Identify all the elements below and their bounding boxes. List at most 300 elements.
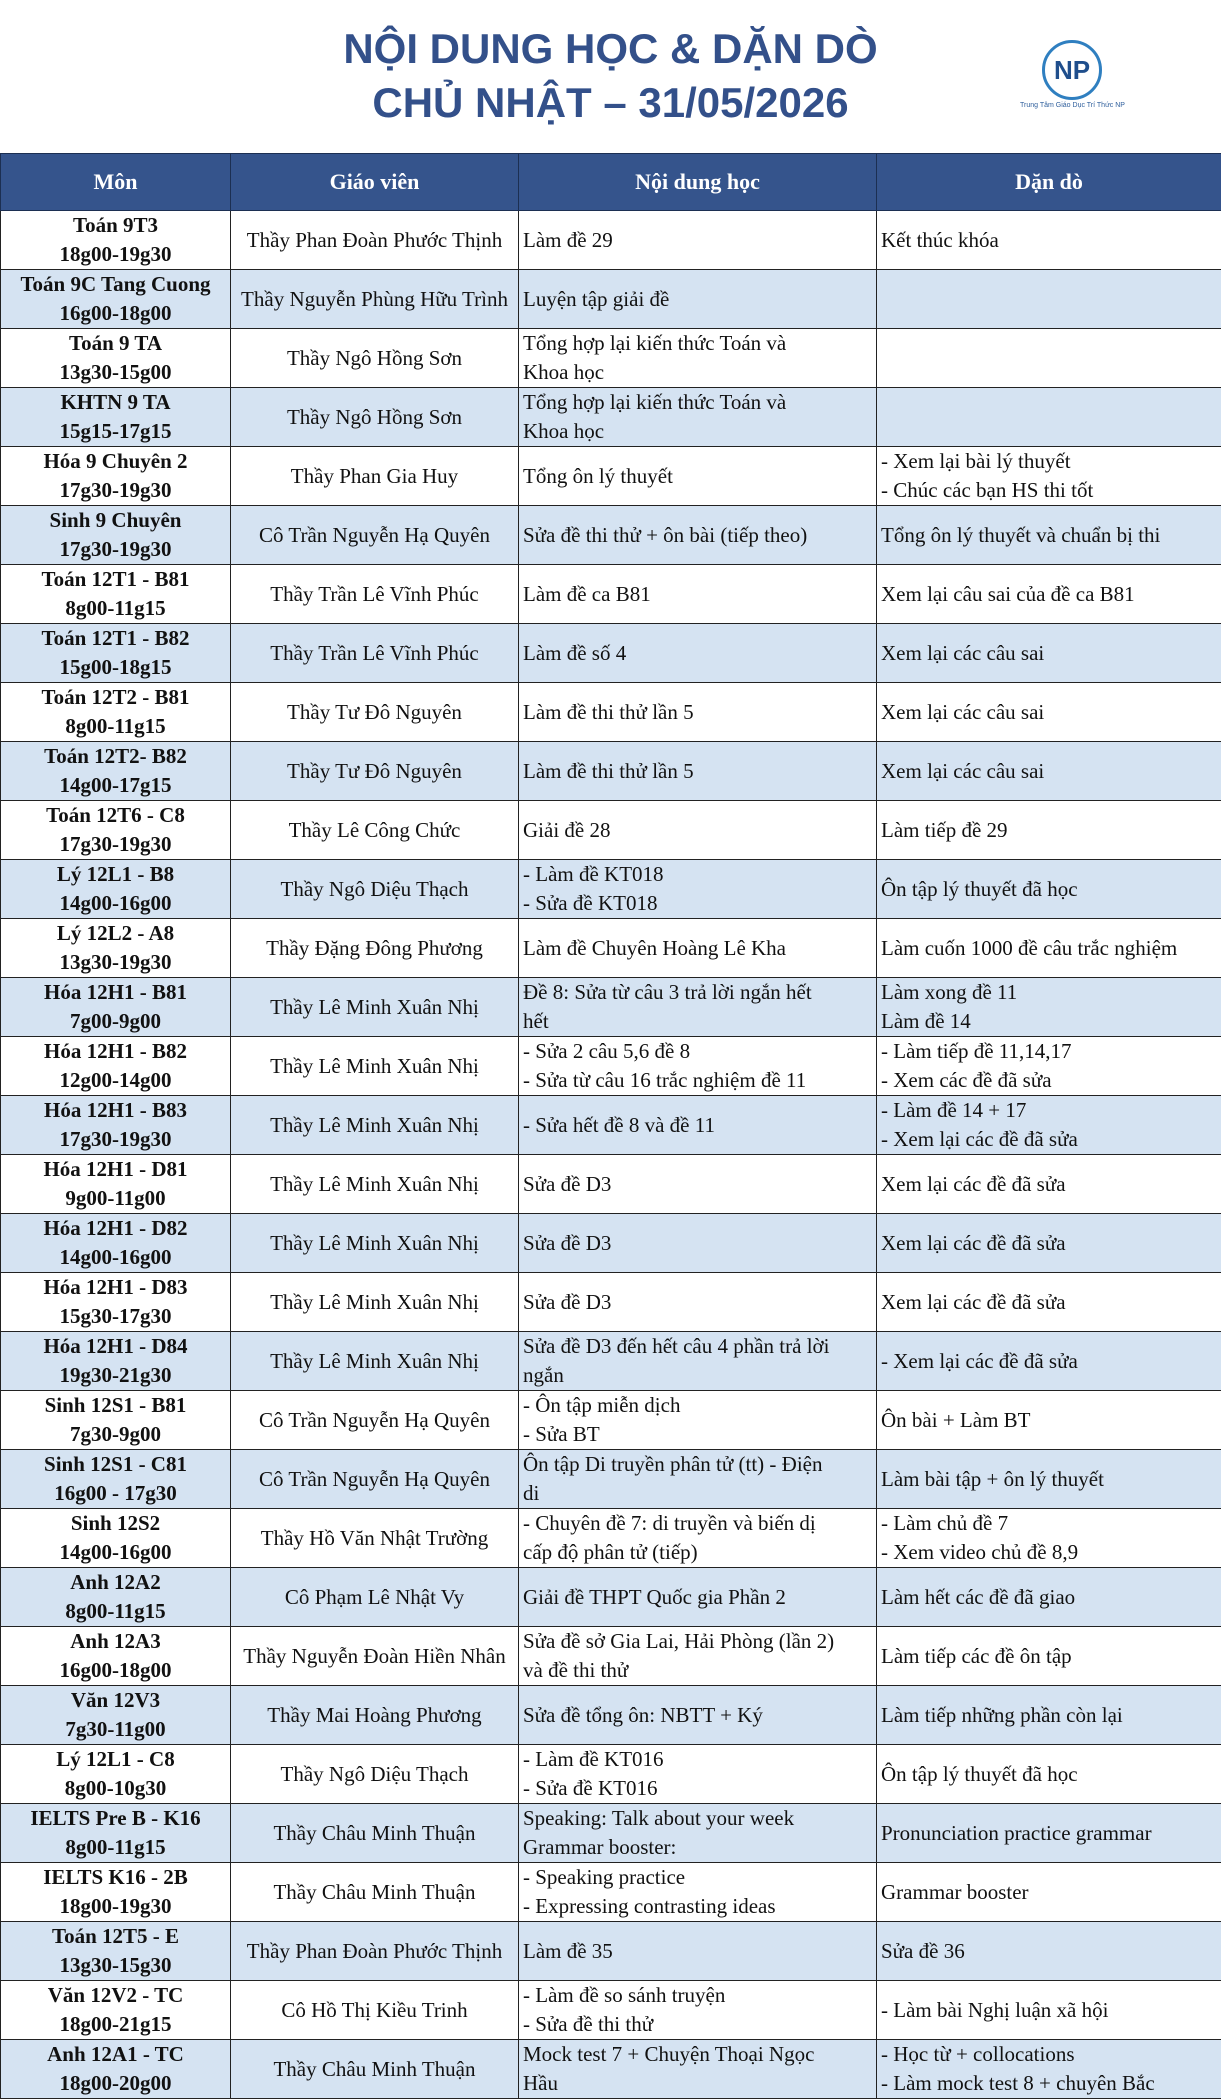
cell-teacher bbox=[231, 1096, 519, 1155]
cell-subject-line: 14g00-16g00 bbox=[1, 889, 230, 918]
cell-subject bbox=[1, 2040, 231, 2099]
cell-teacher-line: Cô Hồ Thị Kiều Trinh bbox=[235, 1996, 514, 2025]
cell-content-line: Làm đề ca B81 bbox=[523, 580, 872, 609]
cell-subject-line: Toán 12T2- B82 bbox=[1, 742, 230, 771]
table-row bbox=[1, 1509, 1221, 1568]
cell-content bbox=[519, 978, 877, 1037]
cell-subject-line: Sinh 12S1 - C81 bbox=[1, 1450, 230, 1479]
cell-teacher-line: Thầy Phan Gia Huy bbox=[235, 462, 514, 491]
cell-homework-line: - Làm mock test 8 + chuyên Bắc bbox=[881, 2069, 1217, 2098]
cell-subject-line: 7g30-11g00 bbox=[1, 1715, 230, 1744]
table-row bbox=[1, 447, 1221, 506]
cell-teacher-line: Thầy Tư Đô Nguyên bbox=[235, 698, 514, 727]
cell-subject-line: 16g00-18g00 bbox=[1, 299, 230, 328]
cell-teacher bbox=[231, 388, 519, 447]
cell-teacher bbox=[231, 1450, 519, 1509]
cell-subject bbox=[1, 1804, 231, 1863]
cell-content bbox=[519, 388, 877, 447]
cell-teacher-line: Thầy Lê Minh Xuân Nhị bbox=[235, 1111, 514, 1140]
cell-homework-line: Xem lại các đề đã sửa bbox=[881, 1170, 1217, 1199]
cell-homework bbox=[877, 624, 1221, 683]
cell-teacher-line: Thầy Lê Minh Xuân Nhị bbox=[235, 1052, 514, 1081]
cell-subject-line: 17g30-19g30 bbox=[1, 476, 230, 505]
cell-teacher bbox=[231, 624, 519, 683]
cell-subject-line: 13g30-15g30 bbox=[1, 1951, 230, 1980]
cell-teacher bbox=[231, 1509, 519, 1568]
cell-subject-line: Sinh 12S1 - B81 bbox=[1, 1391, 230, 1420]
cell-content bbox=[519, 683, 877, 742]
cell-teacher-line: Thầy Phan Đoàn Phước Thịnh bbox=[235, 1937, 514, 1966]
cell-content bbox=[519, 919, 877, 978]
cell-homework bbox=[877, 2040, 1221, 2099]
cell-subject-line: Văn 12V2 - TC bbox=[1, 1981, 230, 2010]
cell-teacher bbox=[231, 1863, 519, 1922]
cell-homework bbox=[877, 1568, 1221, 1627]
cell-content bbox=[519, 270, 877, 329]
cell-homework bbox=[877, 1745, 1221, 1804]
cell-teacher-line: Thầy Trần Lê Vĩnh Phúc bbox=[235, 580, 514, 609]
cell-subject-line: Anh 12A3 bbox=[1, 1627, 230, 1656]
cell-homework-line: Xem lại các đề đã sửa bbox=[881, 1288, 1217, 1317]
cell-subject-line: Lý 12L2 - A8 bbox=[1, 919, 230, 948]
table-body bbox=[1, 211, 1221, 2099]
cell-teacher bbox=[231, 211, 519, 270]
cell-teacher-line: Thầy Mai Hoàng Phương bbox=[235, 1701, 514, 1730]
cell-homework-line: Xem lại các câu sai bbox=[881, 698, 1217, 727]
cell-content-line: Tổng ôn lý thuyết bbox=[523, 462, 872, 491]
cell-content-line: Grammar booster: bbox=[523, 1833, 872, 1862]
cell-homework bbox=[877, 211, 1221, 270]
cell-subject bbox=[1, 1096, 231, 1155]
cell-subject-line: 14g00-16g00 bbox=[1, 1243, 230, 1272]
cell-teacher bbox=[231, 919, 519, 978]
cell-homework-line: Làm tiếp những phần còn lại bbox=[881, 1701, 1217, 1730]
cell-subject-line: Hóa 12H1 - B83 bbox=[1, 1096, 230, 1125]
cell-subject-line: Hóa 12H1 - D82 bbox=[1, 1214, 230, 1243]
table-row bbox=[1, 1863, 1221, 1922]
cell-teacher bbox=[231, 1273, 519, 1332]
cell-subject-line: Toán 12T5 - E bbox=[1, 1922, 230, 1951]
cell-subject bbox=[1, 1981, 231, 2040]
cell-teacher-line: Thầy Nguyễn Đoàn Hiền Nhân bbox=[235, 1642, 514, 1671]
cell-teacher bbox=[231, 2040, 519, 2099]
cell-content bbox=[519, 1922, 877, 1981]
cell-homework bbox=[877, 1922, 1221, 1981]
cell-content bbox=[519, 1627, 877, 1686]
cell-homework-line: Xem lại các câu sai bbox=[881, 757, 1217, 786]
cell-subject-line: 19g30-21g30 bbox=[1, 1361, 230, 1390]
cell-teacher-line: Thầy Châu Minh Thuận bbox=[235, 2055, 514, 2084]
cell-content-line: Sửa đề D3 đến hết câu 4 phần trả lời bbox=[523, 1332, 872, 1361]
cell-content-line: Sửa đề tổng ôn: NBTT + Ký bbox=[523, 1701, 872, 1730]
table-row bbox=[1, 565, 1221, 624]
cell-content-line: Làm đề thi thử lần 5 bbox=[523, 698, 872, 727]
cell-content bbox=[519, 1391, 877, 1450]
cell-homework-line: - Xem các đề đã sửa bbox=[881, 1066, 1217, 1095]
cell-subject bbox=[1, 860, 231, 919]
cell-content-line: Làm đề 29 bbox=[523, 226, 872, 255]
cell-teacher-line: Thầy Châu Minh Thuận bbox=[235, 1819, 514, 1848]
cell-content-line: Tổng hợp lại kiến thức Toán và bbox=[523, 388, 872, 417]
cell-subject-line: Hóa 12H1 - D83 bbox=[1, 1273, 230, 1302]
cell-homework bbox=[877, 1509, 1221, 1568]
table-row bbox=[1, 624, 1221, 683]
cell-subject-line: 15g15-17g15 bbox=[1, 417, 230, 446]
table-row bbox=[1, 1745, 1221, 1804]
cell-subject bbox=[1, 565, 231, 624]
cell-teacher bbox=[231, 1214, 519, 1273]
cell-teacher bbox=[231, 1981, 519, 2040]
cell-content bbox=[519, 1981, 877, 2040]
cell-subject-line: Anh 12A1 - TC bbox=[1, 2040, 230, 2069]
cell-homework-line: Làm tiếp đề 29 bbox=[881, 816, 1217, 845]
cell-subject-line: 18g00-19g30 bbox=[1, 240, 230, 269]
cell-subject bbox=[1, 1627, 231, 1686]
cell-subject-line: KHTN 9 TA bbox=[1, 388, 230, 417]
cell-subject-line: Hóa 9 Chuyên 2 bbox=[1, 447, 230, 476]
cell-content-line: - Sửa từ câu 16 trắc nghiệm đề 11 bbox=[523, 1066, 872, 1095]
cell-subject bbox=[1, 1273, 231, 1332]
cell-content bbox=[519, 1155, 877, 1214]
cell-homework-line: - Xem lại các đề đã sửa bbox=[881, 1125, 1217, 1154]
cell-content-line: cấp độ phân tử (tiếp) bbox=[523, 1538, 872, 1567]
cell-teacher bbox=[231, 329, 519, 388]
column-header-content: Nội dung học bbox=[519, 154, 877, 211]
cell-subject bbox=[1, 1745, 231, 1804]
table-row bbox=[1, 1981, 1221, 2040]
cell-subject bbox=[1, 506, 231, 565]
table-row bbox=[1, 388, 1221, 447]
cell-subject-line: 18g00-20g00 bbox=[1, 2069, 230, 2098]
cell-teacher-line: Thầy Lê Minh Xuân Nhị bbox=[235, 1229, 514, 1258]
cell-homework-line: Làm đề 14 bbox=[881, 1007, 1217, 1036]
cell-homework bbox=[877, 860, 1221, 919]
cell-subject-line: Anh 12A2 bbox=[1, 1568, 230, 1597]
cell-content-line: Sửa đề D3 bbox=[523, 1170, 872, 1199]
cell-homework-line: Ôn bài + Làm BT bbox=[881, 1406, 1217, 1435]
cell-subject bbox=[1, 211, 231, 270]
cell-content-line: Khoa học bbox=[523, 417, 872, 446]
cell-content bbox=[519, 860, 877, 919]
cell-subject bbox=[1, 388, 231, 447]
cell-subject-line: IELTS K16 - 2B bbox=[1, 1863, 230, 1892]
table-row bbox=[1, 329, 1221, 388]
cell-homework bbox=[877, 506, 1221, 565]
cell-content-line: - Ôn tập miễn dịch bbox=[523, 1391, 872, 1420]
table-row bbox=[1, 506, 1221, 565]
cell-teacher bbox=[231, 1686, 519, 1745]
cell-subject-line: IELTS Pre B - K16 bbox=[1, 1804, 230, 1833]
cell-homework-line: Làm cuốn 1000 đề câu trắc nghiệm bbox=[881, 934, 1217, 963]
cell-homework bbox=[877, 1804, 1221, 1863]
cell-homework bbox=[877, 329, 1221, 388]
cell-teacher bbox=[231, 742, 519, 801]
cell-subject-line: 18g00-19g30 bbox=[1, 1892, 230, 1921]
cell-content-line: Khoa học bbox=[523, 358, 872, 387]
cell-teacher-line: Cô Trần Nguyễn Hạ Quyên bbox=[235, 1465, 514, 1494]
table-row bbox=[1, 1686, 1221, 1745]
cell-teacher-line: Cô Phạm Lê Nhật Vy bbox=[235, 1583, 514, 1612]
cell-teacher bbox=[231, 1627, 519, 1686]
cell-teacher bbox=[231, 270, 519, 329]
cell-content bbox=[519, 1096, 877, 1155]
cell-subject-line: 12g00-14g00 bbox=[1, 1066, 230, 1095]
cell-content bbox=[519, 1273, 877, 1332]
cell-subject-line: Lý 12L1 - B8 bbox=[1, 860, 230, 889]
cell-content-line: - Expressing contrasting ideas bbox=[523, 1892, 872, 1921]
cell-content-line: - Sửa đề KT016 bbox=[523, 1774, 872, 1803]
cell-homework-line: - Làm bài Nghị luận xã hội bbox=[881, 1996, 1217, 2025]
table-row bbox=[1, 1568, 1221, 1627]
cell-homework-line: - Chúc các bạn HS thi tốt bbox=[881, 476, 1217, 505]
cell-homework-line: Làm tiếp các đề ôn tập bbox=[881, 1642, 1217, 1671]
cell-subject-line: Toán 9T3 bbox=[1, 211, 230, 240]
cell-content-line: - Chuyên đề 7: di truyền và biến dị bbox=[523, 1509, 872, 1538]
cell-subject bbox=[1, 801, 231, 860]
cell-subject bbox=[1, 1509, 231, 1568]
cell-homework bbox=[877, 1981, 1221, 2040]
cell-subject-line: Sinh 12S2 bbox=[1, 1509, 230, 1538]
cell-teacher bbox=[231, 1391, 519, 1450]
cell-subject-line: 15g00-18g15 bbox=[1, 653, 230, 682]
cell-content-line: Sửa đề thi thử + ôn bài (tiếp theo) bbox=[523, 521, 872, 550]
cell-teacher-line: Thầy Ngô Hồng Sơn bbox=[235, 403, 514, 432]
table-row bbox=[1, 801, 1221, 860]
cell-subject-line: 13g30-15g00 bbox=[1, 358, 230, 387]
cell-teacher-line: Thầy Tư Đô Nguyên bbox=[235, 757, 514, 786]
cell-subject bbox=[1, 447, 231, 506]
table-row bbox=[1, 978, 1221, 1037]
table-row bbox=[1, 1922, 1221, 1981]
cell-subject-line: 17g30-19g30 bbox=[1, 1125, 230, 1154]
cell-teacher bbox=[231, 683, 519, 742]
cell-content-line: Làm đề 35 bbox=[523, 1937, 872, 1966]
cell-subject-line: 17g30-19g30 bbox=[1, 830, 230, 859]
cell-subject-line: Toán 12T6 - C8 bbox=[1, 801, 230, 830]
cell-content-line: hết bbox=[523, 1007, 872, 1036]
cell-content-line: - Sửa đề thi thử bbox=[523, 2010, 872, 2039]
cell-content-line: di bbox=[523, 1479, 872, 1508]
table-row bbox=[1, 860, 1221, 919]
cell-subject-line: Hóa 12H1 - B82 bbox=[1, 1037, 230, 1066]
cell-subject-line: 8g00-10g30 bbox=[1, 1774, 230, 1803]
cell-homework bbox=[877, 1450, 1221, 1509]
cell-homework-line: - Học từ + collocations bbox=[881, 2040, 1217, 2069]
cell-teacher-line: Thầy Ngô Diệu Thạch bbox=[235, 875, 514, 904]
cell-teacher-line: Thầy Lê Minh Xuân Nhị bbox=[235, 1288, 514, 1317]
table-row bbox=[1, 742, 1221, 801]
cell-teacher bbox=[231, 506, 519, 565]
cell-homework-line: - Làm đề 14 + 17 bbox=[881, 1096, 1217, 1125]
cell-homework bbox=[877, 1096, 1221, 1155]
cell-content-line: - Sửa hết đề 8 và đề 11 bbox=[523, 1111, 872, 1140]
cell-content bbox=[519, 506, 877, 565]
cell-content bbox=[519, 211, 877, 270]
cell-content bbox=[519, 565, 877, 624]
cell-homework-line: Xem lại câu sai của đề ca B81 bbox=[881, 580, 1217, 609]
cell-homework bbox=[877, 1863, 1221, 1922]
cell-content-line: - Làm đề so sánh truyện bbox=[523, 1981, 872, 2010]
cell-teacher-line: Thầy Lê Minh Xuân Nhị bbox=[235, 1170, 514, 1199]
cell-content bbox=[519, 447, 877, 506]
cell-homework bbox=[877, 1273, 1221, 1332]
cell-homework-line: Grammar booster bbox=[881, 1878, 1217, 1907]
cell-subject-line: 7g00-9g00 bbox=[1, 1007, 230, 1036]
cell-homework bbox=[877, 447, 1221, 506]
table-row bbox=[1, 1627, 1221, 1686]
schedule-table bbox=[0, 153, 1221, 2099]
cell-homework bbox=[877, 1037, 1221, 1096]
cell-teacher-line: Thầy Trần Lê Vĩnh Phúc bbox=[235, 639, 514, 668]
title-line-2: CHỦ NHẬT – 31/05/2026 bbox=[0, 76, 1221, 130]
table-row bbox=[1, 2040, 1221, 2099]
cell-teacher-line: Cô Trần Nguyễn Hạ Quyên bbox=[235, 1406, 514, 1435]
cell-subject-line: 13g30-19g30 bbox=[1, 948, 230, 977]
cell-homework-line: - Xem video chủ đề 8,9 bbox=[881, 1538, 1217, 1567]
cell-homework-line: - Xem lại bài lý thuyết bbox=[881, 447, 1217, 476]
cell-teacher bbox=[231, 1745, 519, 1804]
cell-subject-line: 16g00-18g00 bbox=[1, 1656, 230, 1685]
cell-content-line: Sửa đề D3 bbox=[523, 1288, 872, 1317]
cell-subject bbox=[1, 1155, 231, 1214]
cell-homework bbox=[877, 270, 1221, 329]
table-header-row bbox=[1, 154, 1221, 211]
cell-teacher-line: Thầy Ngô Hồng Sơn bbox=[235, 344, 514, 373]
table-row bbox=[1, 1155, 1221, 1214]
cell-homework-line: Xem lại các câu sai bbox=[881, 639, 1217, 668]
cell-homework bbox=[877, 919, 1221, 978]
cell-homework bbox=[877, 683, 1221, 742]
cell-subject-line: 16g00 - 17g30 bbox=[1, 1479, 230, 1508]
cell-teacher bbox=[231, 978, 519, 1037]
cell-content-line: và đề thi thử bbox=[523, 1656, 872, 1685]
cell-subject-line: Hóa 12H1 - B81 bbox=[1, 978, 230, 1007]
cell-content-line: - Làm đề KT018 bbox=[523, 860, 872, 889]
cell-subject-line: 8g00-11g15 bbox=[1, 1833, 230, 1862]
cell-teacher bbox=[231, 1332, 519, 1391]
cell-homework bbox=[877, 388, 1221, 447]
cell-subject-line: 7g30-9g00 bbox=[1, 1420, 230, 1449]
cell-subject-line: Toán 9C Tang Cuong bbox=[1, 270, 230, 299]
cell-content bbox=[519, 1568, 877, 1627]
cell-subject-line: Hóa 12H1 - D81 bbox=[1, 1155, 230, 1184]
title-line-1: NỘI DUNG HỌC & DẶN DÒ bbox=[0, 22, 1221, 76]
cell-subject-line: Sinh 9 Chuyên bbox=[1, 506, 230, 535]
cell-content-line: Làm đề thi thử lần 5 bbox=[523, 757, 872, 786]
cell-teacher bbox=[231, 1922, 519, 1981]
cell-homework bbox=[877, 978, 1221, 1037]
table-row bbox=[1, 1450, 1221, 1509]
cell-content-line: Đề 8: Sửa từ câu 3 trả lời ngắn hết bbox=[523, 978, 872, 1007]
cell-homework-line: - Xem lại các đề đã sửa bbox=[881, 1347, 1217, 1376]
table-row bbox=[1, 1332, 1221, 1391]
cell-subject bbox=[1, 1214, 231, 1273]
cell-homework-line: Kết thúc khóa bbox=[881, 226, 1217, 255]
cell-homework bbox=[877, 1391, 1221, 1450]
cell-homework bbox=[877, 801, 1221, 860]
cell-content-line: - Sửa 2 câu 5,6 đề 8 bbox=[523, 1037, 872, 1066]
cell-teacher-line: Cô Trần Nguyễn Hạ Quyên bbox=[235, 521, 514, 550]
cell-subject-line: Lý 12L1 - C8 bbox=[1, 1745, 230, 1774]
table-row bbox=[1, 1214, 1221, 1273]
cell-content bbox=[519, 1214, 877, 1273]
cell-teacher bbox=[231, 801, 519, 860]
cell-teacher bbox=[231, 1804, 519, 1863]
center-logo bbox=[1020, 40, 1110, 120]
cell-homework bbox=[877, 1214, 1221, 1273]
cell-homework-line: Xem lại các đề đã sửa bbox=[881, 1229, 1217, 1258]
cell-content bbox=[519, 1509, 877, 1568]
table-row bbox=[1, 211, 1221, 270]
cell-subject bbox=[1, 1863, 231, 1922]
column-header-homework: Dặn dò bbox=[877, 154, 1221, 211]
cell-teacher-line: Thầy Châu Minh Thuận bbox=[235, 1878, 514, 1907]
cell-subject-line: 8g00-11g15 bbox=[1, 712, 230, 741]
cell-teacher-line: Thầy Lê Minh Xuân Nhị bbox=[235, 1347, 514, 1376]
cell-teacher bbox=[231, 860, 519, 919]
cell-content-line: ngắn bbox=[523, 1361, 872, 1390]
cell-content-line: - Speaking practice bbox=[523, 1863, 872, 1892]
cell-teacher-line: Thầy Lê Công Chức bbox=[235, 816, 514, 845]
cell-subject bbox=[1, 1568, 231, 1627]
cell-teacher bbox=[231, 447, 519, 506]
cell-subject-line: 9g00-11g00 bbox=[1, 1184, 230, 1213]
cell-teacher bbox=[231, 1568, 519, 1627]
table-row bbox=[1, 270, 1221, 329]
cell-content bbox=[519, 1804, 877, 1863]
cell-homework-line: Làm xong đề 11 bbox=[881, 978, 1217, 1007]
cell-subject-line: Toán 9 TA bbox=[1, 329, 230, 358]
cell-subject bbox=[1, 1391, 231, 1450]
cell-teacher bbox=[231, 565, 519, 624]
cell-content bbox=[519, 624, 877, 683]
cell-content-line: Sửa đề sở Gia Lai, Hải Phòng (lần 2) bbox=[523, 1627, 872, 1656]
page-header bbox=[0, 0, 1221, 153]
cell-content bbox=[519, 1745, 877, 1804]
cell-homework bbox=[877, 1155, 1221, 1214]
cell-teacher bbox=[231, 1037, 519, 1096]
cell-content-line: Sửa đề D3 bbox=[523, 1229, 872, 1258]
cell-content-line: - Sửa đề KT018 bbox=[523, 889, 872, 918]
cell-teacher-line: Thầy Đặng Đông Phương bbox=[235, 934, 514, 963]
table-row bbox=[1, 683, 1221, 742]
table-row bbox=[1, 919, 1221, 978]
cell-subject-line: Toán 12T1 - B82 bbox=[1, 624, 230, 653]
cell-homework-line: Sửa đề 36 bbox=[881, 1937, 1217, 1966]
cell-content bbox=[519, 329, 877, 388]
cell-subject-line: 18g00-21g15 bbox=[1, 2010, 230, 2039]
cell-homework-line: Làm hết các đề đã giao bbox=[881, 1583, 1217, 1612]
cell-homework bbox=[877, 1332, 1221, 1391]
cell-subject bbox=[1, 978, 231, 1037]
cell-subject bbox=[1, 270, 231, 329]
cell-content bbox=[519, 2040, 877, 2099]
cell-subject bbox=[1, 1922, 231, 1981]
cell-homework bbox=[877, 1686, 1221, 1745]
cell-content-line: Giải đề THPT Quốc gia Phần 2 bbox=[523, 1583, 872, 1612]
cell-content bbox=[519, 742, 877, 801]
cell-subject bbox=[1, 329, 231, 388]
cell-homework bbox=[877, 565, 1221, 624]
cell-content bbox=[519, 1037, 877, 1096]
table-row bbox=[1, 1391, 1221, 1450]
cell-homework bbox=[877, 1627, 1221, 1686]
cell-subject-line: 8g00-11g15 bbox=[1, 1597, 230, 1626]
column-header-subject: Môn bbox=[1, 154, 231, 211]
cell-teacher-line: Thầy Ngô Diệu Thạch bbox=[235, 1760, 514, 1789]
cell-content-line: Làm đề Chuyên Hoàng Lê Kha bbox=[523, 934, 872, 963]
cell-teacher-line: Thầy Nguyễn Phùng Hữu Trình bbox=[235, 285, 514, 314]
